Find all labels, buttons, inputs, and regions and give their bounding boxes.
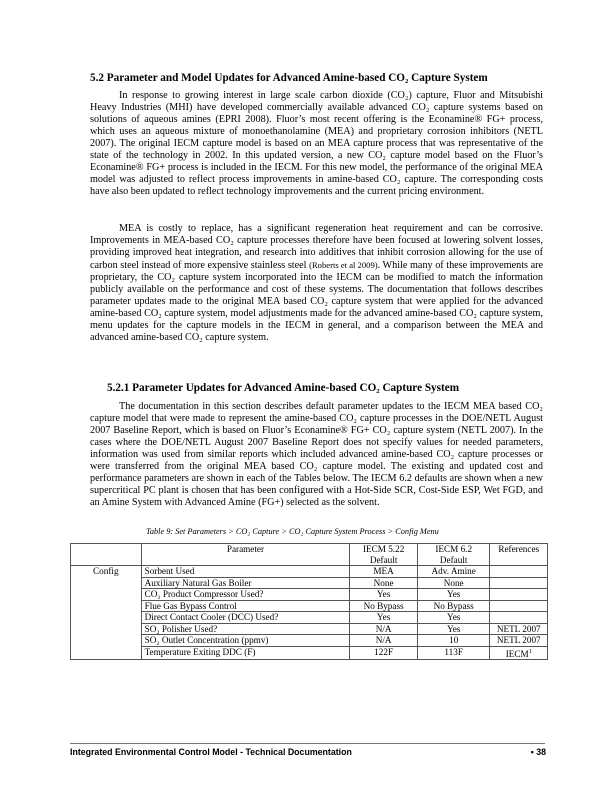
param-cell: Auxiliary Natural Gas Boiler: [141, 577, 350, 589]
config-parameters-table: [70, 543, 548, 660]
reference-cell: [490, 600, 548, 612]
value-5-22-cell: N/A: [350, 635, 418, 647]
page-number: • 38: [530, 747, 546, 757]
header-empty: [71, 544, 142, 566]
paragraph-5-2-intro: [90, 90, 543, 198]
value-6-2-cell: Adv. Amine: [417, 566, 490, 578]
paragraph-5-2-mea: [90, 223, 543, 344]
table-header-row: [71, 544, 548, 566]
reference-cell: [490, 646, 548, 660]
value-6-2-cell: Yes: [417, 623, 490, 635]
paragraph-text: The documentation in this section describes default parameter updates to the IECM MEA based CO₂ capture model that were made to represent the amine-based CO₂ capture processes in the DOE/NETL August 2007 Baseline Report, which is based on Fluor’s Econamine® FG+ CO₂ capture system (NETL 2007). In the cases where the DOE/NETL August 2007 Baseline Report does not specify values for needed parameters, information was used from similar reports which included advanced amine-based CO₂ capture processes or were transferred from the original MEA based CO₂ capture model. The existing and updated cost and performance parameters are shown in each of the Tables below. The IECM 6.2 defaults are shown when a new supercritical PC plant is chosen that has been configured with a Hot-Side SCR, Cost-Side ESP, Wet FGD, and an Amine System with Advanced Amine (FG+) selected as the solvent.: [90, 401, 543, 508]
header-iecm-6-2: IECM 6.2 Default: [417, 544, 490, 566]
value-6-2-cell: 10: [417, 635, 490, 647]
value-5-22-cell: No Bypass: [350, 600, 418, 612]
table-row: [71, 612, 548, 624]
section-heading-5-2: 5.2 Parameter and Model Updates for Advanced Amine-based CO₂ Capture System: [90, 72, 488, 84]
table-row: [71, 600, 548, 612]
paragraph-text: . While many of these improvements are proprietary, the CO₂ capture system incorporated into the IECM can be modified to match the information publicly available on the performance and cost of these systems. The documentation that follows describes parameter updates made to the original MEA based CO₂ capture system that were applied for the advanced amine-based CO₂ capture system, model adjustments made for the advanced amine-based CO₂ capture system, menu updates for the capture models in the IECM in general, and a comparison between the MEA and advanced amine-based CO₂ capture system.: [90, 260, 544, 343]
footnote-marker: 1: [528, 648, 532, 655]
table-row: [71, 577, 548, 589]
section-heading-5-2-1: 5.2.1 Parameter Updates for Advanced Amine-based CO₂ Capture System: [107, 382, 460, 394]
param-cell: Flue Gas Bypass Control: [141, 600, 350, 612]
param-cell: SO₂ Outlet Concentration (ppmv): [141, 635, 350, 647]
reference-text: IECM: [505, 648, 529, 659]
footer-title: Integrated Environmental Control Model - Technical Documentation: [70, 747, 352, 757]
paragraph-5-2-1: [90, 401, 543, 509]
param-cell: CO₂ Product Compressor Used?: [141, 589, 350, 601]
table-caption: Table 9: Set Parameters > CO₂ Capture > CO₂ Capture System Process > Config Menu: [146, 527, 439, 536]
param-cell: Direct Contact Cooler (DCC) Used?: [141, 612, 350, 624]
value-6-2-cell: No Bypass: [417, 600, 490, 612]
param-cell: Sorbent Used: [141, 566, 350, 578]
reference-cell: [490, 612, 548, 624]
reference-cell: NETL 2007: [490, 635, 548, 647]
table-row: [71, 646, 548, 660]
param-cell: Temperature Exiting DDC (F): [141, 646, 350, 660]
paragraph-text: MEA is costly to replace, has a significant regeneration heat requirement and can be corrosive. Improvements in MEA-based CO₂ capture processes therefore have been focused at lowering solvent losses, providing improved heat integration, and research into additives that inhibit corrosion allowing for the use of carbon steel instead of more expensive stainless steel: [90, 223, 543, 271]
citation: (Roberts et al 2009): [309, 260, 378, 270]
group-label-config: Config: [71, 566, 142, 660]
reference-cell: [490, 577, 548, 589]
table-row: [71, 623, 548, 635]
footer-divider: [70, 743, 545, 744]
value-5-22-cell: Yes: [350, 589, 418, 601]
value-6-2-cell: None: [417, 577, 490, 589]
value-6-2-cell: Yes: [417, 612, 490, 624]
table-row: [71, 635, 548, 647]
paragraph-text: In response to growing interest in large scale carbon dioxide (CO₂) capture, Fluor and Mitsubishi Heavy Industries (MHI) have developed commercially available advanced CO₂ capture systems based on solutions of aqueous amines (EPRI 2008). Fluor’s most recent offering is the Econamine® FG+ process, which uses an aqueous mixture of monoethanolamine (MEA) and proprietary corrosion inhibitors (NETL 2007). The original IECM capture model is based on an MEA capture process that was representative of the state of the technology in 2002. In this updated version, a new CO₂ capture model based on the Fluor’s Econamine® FG+ process is included in the IECM. For this new model, the performance of the original MEA model was adjusted to reflect process improvements in amine-based CO₂ capture. The corresponding costs have also been updated to reflect technology improvements and the current pricing environment.: [90, 90, 543, 197]
value-5-22-cell: N/A: [350, 623, 418, 635]
header-iecm-5-22: IECM 5.22 Default: [350, 544, 418, 566]
value-5-22-cell: None: [350, 577, 418, 589]
value-6-2-cell: Yes: [417, 589, 490, 601]
reference-cell: [490, 566, 548, 578]
value-5-22-cell: 122F: [350, 646, 418, 660]
reference-cell: NETL 2007: [490, 623, 548, 635]
table-row: [71, 589, 548, 601]
reference-cell: [490, 589, 548, 601]
value-5-22-cell: Yes: [350, 612, 418, 624]
value-5-22-cell: MEA: [350, 566, 418, 578]
header-references: References: [490, 544, 548, 566]
header-parameter: Parameter: [141, 544, 350, 566]
param-cell: SO₂ Polisher Used?: [141, 623, 350, 635]
table-row: [71, 566, 548, 578]
value-6-2-cell: 113F: [417, 646, 490, 660]
